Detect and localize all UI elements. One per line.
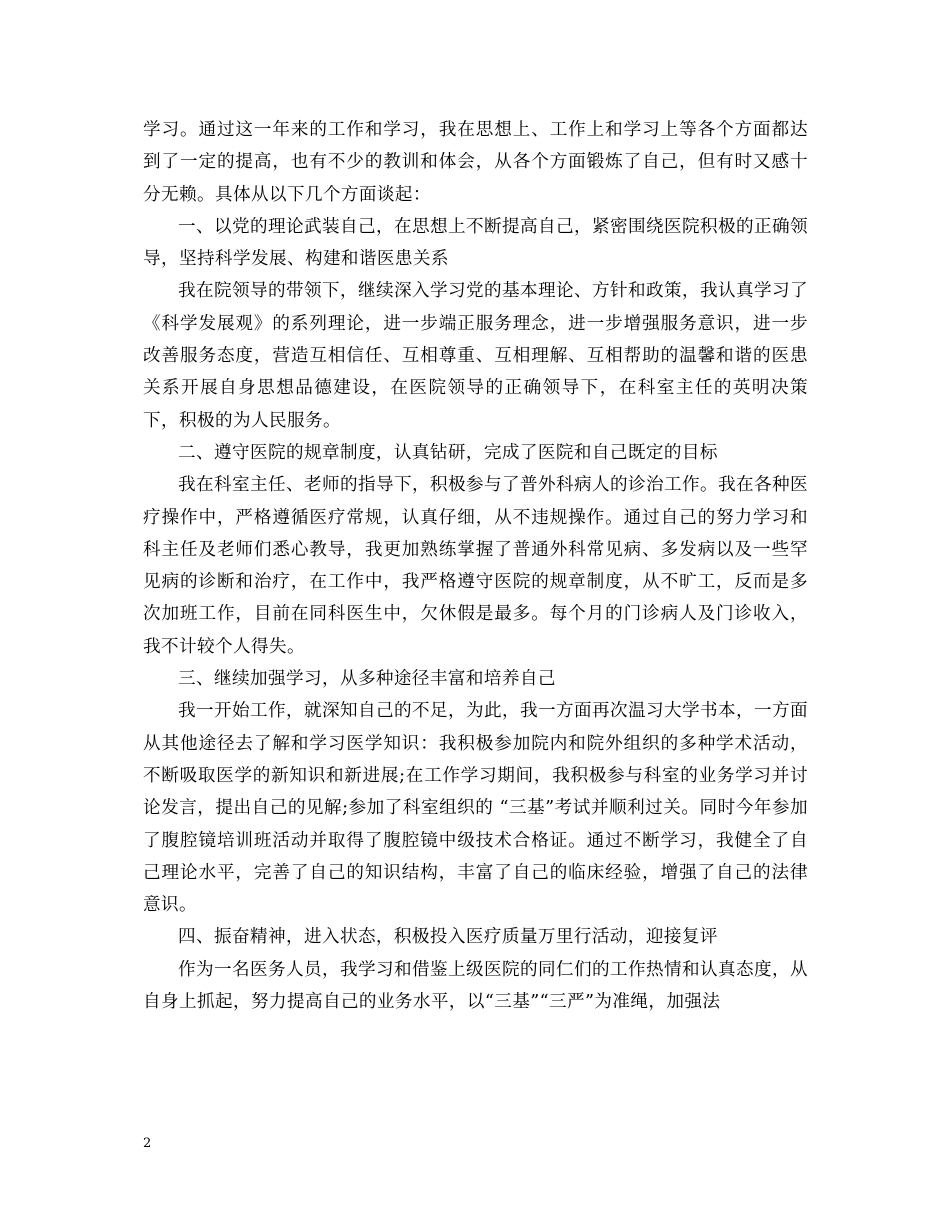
paragraph-section-1: 我在院领导的带领下，继续深入学习党的基本理论、方针和政策，我认真学习了《科学发展观》的系列理论，进一步端正服务理念，进一步增强服务意识，进一步改善服务态度，营造互相信任、互相尊重、互相理解、互相帮助的温馨和谐的医患关系开展自身思想品德建设，在医院领导的正确领导下，在科室主任的英明决策下，积极的为人民服务。 <box>143 281 808 431</box>
section-heading-1: 一、以党的理论武装自己，在思想上不断提高自己，紧密围绕医院积极的正确领导，坚持科学发展、构建和谐医患关系 <box>143 216 808 270</box>
document-body <box>143 114 808 1018</box>
paragraph-section-4: 作为一名医务人员，我学习和借鉴上级医院的同仁们的工作热情和认真态度，从自身上抓起，努力提高自己的业务水平，以“三基”“三严”为准绳，加强法 <box>143 959 808 1013</box>
section-heading-3: 三、继续加强学习，从多种途径丰富和培养自己 <box>178 669 556 690</box>
section-heading-4: 四、振奋精神，进入状态，积极投入医疗质量万里行活动，迎接复评 <box>178 927 718 948</box>
paragraph-section-3: 我一开始工作，就深知自己的不足，为此，我一方面再次温习大学书本，一方面从其他途径去了解和学习医学知识：我积极参加院内和院外组织的多种学术活动，不断吸取医学的新知识和新进展;在工作学习期间，我积极参与科室的业务学习并讨论发言，提出自己的见解;参加了科室组织的 “三基”考试并顺利过关。同时今年参加了腹腔镜培训班活动并取得了腹腔镜中级技术合格证。通过不断学习，我健全了自己理论水平，完善了自己的知识结构，丰富了自己的临床经验，增强了自己的法律意识。 <box>143 701 808 916</box>
section-heading-2: 二、遵守医院的规章制度，认真钻研，完成了医院和自己既定的目标 <box>178 442 718 463</box>
paragraph-intro: 学习。通过这一年来的工作和学习，我在思想上、工作上和学习上等各个方面都达到了一定的提高，也有不少的教训和体会，从各个方面锻炼了自己，但有时又感十分无赖。具体从以下几个方面谈起： <box>143 120 808 205</box>
page-number: 2 <box>143 1136 152 1151</box>
paragraph-section-2: 我在科室主任、老师的指导下，积极参与了普外科病人的诊治工作。我在各种医疗操作中，严格遵循医疗常规，认真仔细，从不违规操作。通过自己的努力学习和科主任及老师们悉心教导，我更加熟练掌握了普通外科常见病、多发病以及一些罕见病的诊断和治疗，在工作中，我严格遵守医院的规章制度，从不旷工，反而是多次加班工作，目前在同科医生中，欠休假是最多。每个月的门诊病人及门诊收入，我不计较个人得失。 <box>143 475 808 657</box>
